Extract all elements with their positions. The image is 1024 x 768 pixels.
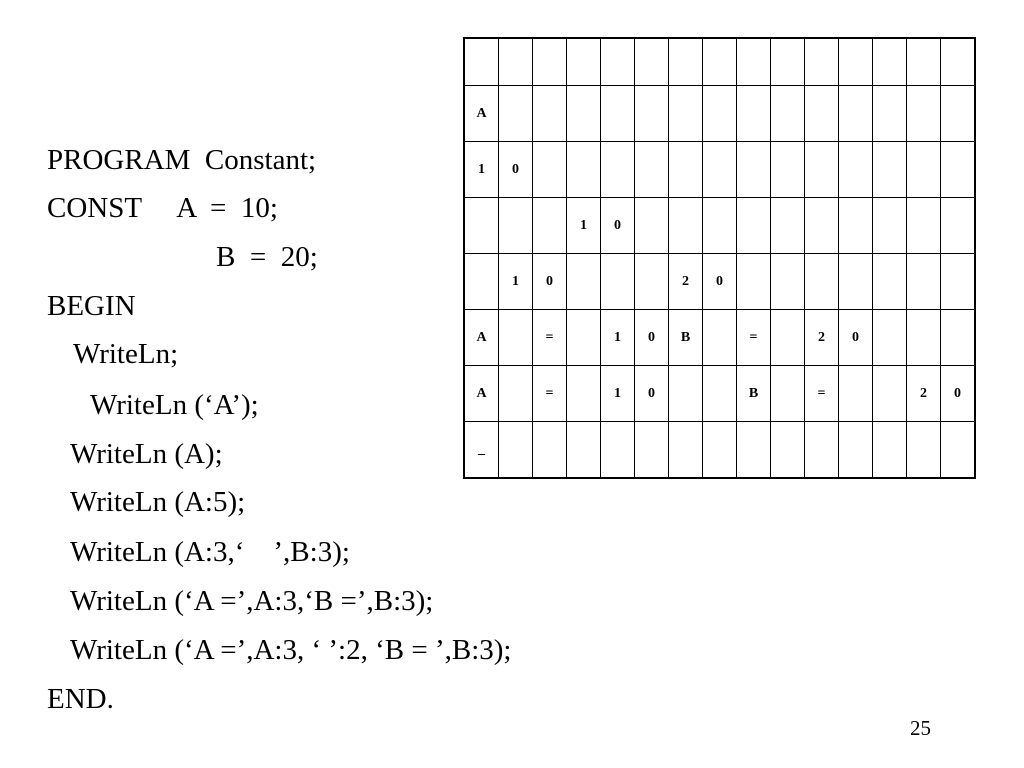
grid-cell xyxy=(567,142,601,198)
grid-cell: 0 xyxy=(635,310,669,366)
code-line: WriteLn (A); xyxy=(70,438,223,470)
code-line: WriteLn (‘A =’,A:3,‘B =’,B:3); xyxy=(70,585,434,617)
grid-cell xyxy=(839,254,873,310)
grid-cell xyxy=(635,422,669,479)
grid-row xyxy=(464,86,975,142)
grid-cell: 1 xyxy=(499,254,533,310)
grid-cell xyxy=(703,310,737,366)
grid-cell xyxy=(907,310,941,366)
grid-cell xyxy=(907,38,941,86)
grid-cell xyxy=(941,86,976,142)
grid-cell xyxy=(907,86,941,142)
grid-cell xyxy=(805,422,839,479)
grid-cell: 2 xyxy=(669,254,703,310)
grid-cell xyxy=(873,254,907,310)
grid-cell xyxy=(907,198,941,254)
grid-cell xyxy=(873,142,907,198)
grid-cell: _ xyxy=(464,422,499,479)
grid-cell xyxy=(907,142,941,198)
grid-cell xyxy=(601,38,635,86)
grid-cell xyxy=(907,422,941,479)
grid-cell xyxy=(703,38,737,86)
grid-cell xyxy=(873,422,907,479)
grid-cell xyxy=(839,198,873,254)
grid-cell xyxy=(703,142,737,198)
grid-cell xyxy=(601,254,635,310)
grid-cell xyxy=(737,254,771,310)
grid-cell xyxy=(941,254,976,310)
grid-cell xyxy=(499,366,533,422)
grid-cell: 0 xyxy=(499,142,533,198)
grid-cell xyxy=(669,198,703,254)
grid-cell: 0 xyxy=(703,254,737,310)
grid-cell xyxy=(737,142,771,198)
grid-cell xyxy=(907,254,941,310)
grid-cell xyxy=(941,310,976,366)
grid-cell xyxy=(567,38,601,86)
grid-cell xyxy=(805,38,839,86)
grid-cell: 1 xyxy=(601,310,635,366)
grid-cell xyxy=(635,38,669,86)
grid-cell xyxy=(499,38,533,86)
grid-cell xyxy=(839,142,873,198)
grid-row xyxy=(464,38,975,86)
grid-cell xyxy=(737,422,771,479)
grid-cell xyxy=(499,86,533,142)
grid-row xyxy=(464,422,975,479)
page-number: 25 xyxy=(910,716,931,740)
grid-row xyxy=(464,254,975,310)
grid-cell xyxy=(873,198,907,254)
grid-cell xyxy=(839,86,873,142)
grid-cell xyxy=(703,366,737,422)
grid-cell xyxy=(703,198,737,254)
grid-cell: 2 xyxy=(907,366,941,422)
grid-cell: 0 xyxy=(601,198,635,254)
code-line: B = 20; xyxy=(216,241,318,273)
grid-row xyxy=(464,142,975,198)
grid-cell: A xyxy=(464,86,499,142)
code-line: WriteLn (A:3,‘ ’,B:3); xyxy=(70,536,350,568)
grid-cell: A xyxy=(464,366,499,422)
grid-cell: 2 xyxy=(805,310,839,366)
grid-cell xyxy=(771,310,805,366)
grid-cell xyxy=(771,86,805,142)
grid-cell xyxy=(533,422,567,479)
grid-cell xyxy=(601,86,635,142)
grid-cell xyxy=(601,422,635,479)
grid-cell: A xyxy=(464,310,499,366)
grid-cell: 0 xyxy=(839,310,873,366)
grid-cell: = xyxy=(533,310,567,366)
grid-cell: 0 xyxy=(941,366,976,422)
grid-cell: B xyxy=(669,310,703,366)
grid-cell xyxy=(941,198,976,254)
grid-cell xyxy=(533,198,567,254)
grid-cell xyxy=(737,86,771,142)
code-line: WriteLn (‘A’); xyxy=(90,389,259,421)
grid-cell xyxy=(737,38,771,86)
grid-cell xyxy=(499,422,533,479)
grid-cell: 1 xyxy=(464,142,499,198)
grid-cell xyxy=(635,86,669,142)
grid-cell xyxy=(839,366,873,422)
code-line: WriteLn (‘A =’,A:3, ‘ ’:2, ‘B = ’,B:3); xyxy=(70,634,512,666)
grid-cell xyxy=(873,86,907,142)
grid-cell xyxy=(805,254,839,310)
grid-cell xyxy=(703,86,737,142)
grid-cell: 1 xyxy=(601,366,635,422)
grid-cell xyxy=(873,310,907,366)
grid-cell xyxy=(771,254,805,310)
grid-cell xyxy=(771,198,805,254)
code-line: CONST A = 10; xyxy=(47,192,278,224)
code-line: END. xyxy=(47,683,114,715)
grid-cell xyxy=(805,142,839,198)
grid-cell xyxy=(635,254,669,310)
grid-cell xyxy=(771,422,805,479)
grid-cell xyxy=(873,38,907,86)
grid-cell xyxy=(464,38,499,86)
grid-cell: 0 xyxy=(635,366,669,422)
grid-cell xyxy=(873,366,907,422)
grid-cell: = xyxy=(805,366,839,422)
grid-cell: 0 xyxy=(533,254,567,310)
grid-cell xyxy=(464,254,499,310)
grid-row xyxy=(464,198,975,254)
code-line: WriteLn; xyxy=(73,338,179,370)
grid-cell xyxy=(805,198,839,254)
grid-cell xyxy=(533,142,567,198)
grid-cell xyxy=(669,366,703,422)
grid-cell xyxy=(771,142,805,198)
grid-cell xyxy=(805,86,839,142)
grid-cell: = xyxy=(533,366,567,422)
grid-cell xyxy=(771,366,805,422)
code-line: PROGRAM Constant; xyxy=(47,144,317,176)
grid-cell: B xyxy=(737,366,771,422)
grid-cell xyxy=(601,142,635,198)
grid-cell: 1 xyxy=(567,198,601,254)
grid-cell: = xyxy=(737,310,771,366)
grid-cell xyxy=(567,366,601,422)
grid-cell xyxy=(669,86,703,142)
grid-cell xyxy=(533,86,567,142)
grid-cell xyxy=(941,38,976,86)
grid-cell xyxy=(941,422,976,479)
grid-cell xyxy=(499,310,533,366)
grid-cell xyxy=(669,142,703,198)
grid-cell xyxy=(771,38,805,86)
grid-cell xyxy=(839,38,873,86)
grid-cell xyxy=(669,38,703,86)
grid-cell xyxy=(567,422,601,479)
grid-cell xyxy=(839,422,873,479)
grid-cell xyxy=(941,142,976,198)
grid-cell xyxy=(533,38,567,86)
grid-cell xyxy=(703,422,737,479)
grid-cell xyxy=(737,198,771,254)
code-line: BEGIN xyxy=(47,290,136,322)
grid-cell xyxy=(567,254,601,310)
grid-cell xyxy=(567,86,601,142)
code-line: WriteLn (A:5); xyxy=(70,486,246,518)
grid-cell xyxy=(499,198,533,254)
grid-cell xyxy=(464,198,499,254)
output-grid xyxy=(463,37,976,479)
grid-cell xyxy=(669,422,703,479)
grid-cell xyxy=(567,310,601,366)
grid-row xyxy=(464,366,975,422)
grid-cell xyxy=(635,198,669,254)
grid-cell xyxy=(635,142,669,198)
grid-row xyxy=(464,310,975,366)
